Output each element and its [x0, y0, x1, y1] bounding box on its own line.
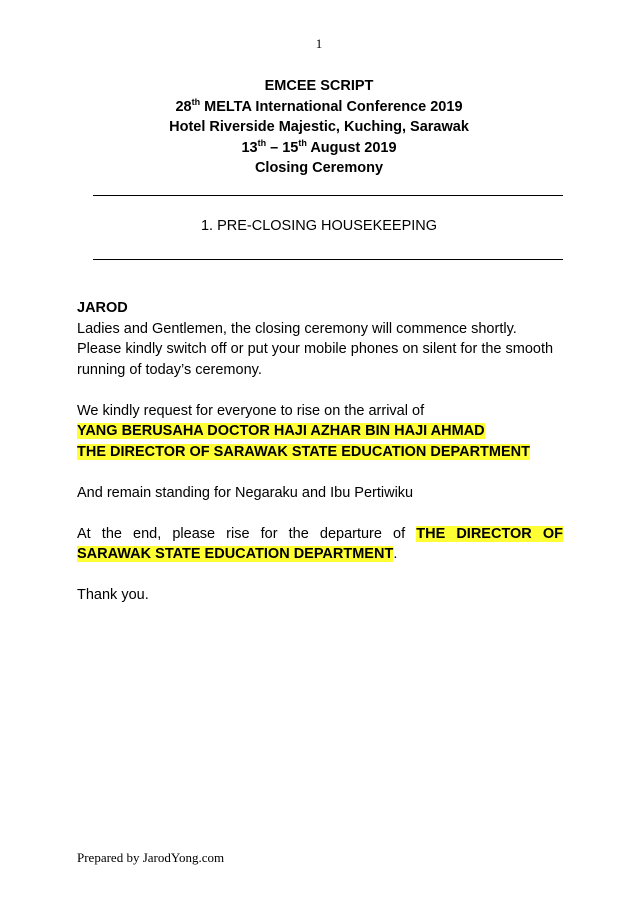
spacer — [77, 380, 563, 401]
ordinal-number: 28 — [175, 98, 192, 115]
spacer — [77, 462, 563, 483]
divider-bottom — [93, 259, 563, 260]
closing-thanks: Thank you. — [77, 587, 149, 603]
script-body — [77, 298, 563, 606]
paragraph-rise-request: We kindly request for everyone to rise on the arrival of — [77, 402, 425, 419]
date-start-number: 13 — [241, 139, 258, 156]
vip-title-line — [77, 442, 563, 463]
title-line-ceremony: Closing Ceremony — [254, 160, 384, 176]
section-heading: 1. PRE-CLOSING HOUSEKEEPING — [200, 218, 438, 234]
footer-credit: Prepared by JarodYong.com — [77, 850, 225, 865]
paragraph-departure — [77, 524, 563, 565]
page-number: 1 — [315, 36, 323, 51]
date-end-suffix: th — [298, 137, 307, 148]
date-range-separator: – 15 — [266, 139, 299, 156]
departure-highlight: THE DIRECTOR OF SARAWAK STATE EDUCATION DEPARTMENT — [77, 525, 564, 562]
title-line-emcee-script: EMCEE SCRIPT — [264, 78, 374, 94]
date-start-suffix: th — [257, 137, 267, 148]
date-month-year: August 2019 — [306, 139, 397, 156]
paragraph-anthem: And remain standing for Negaraku and Ibu Pertiwiku — [77, 484, 414, 501]
title-line-dates — [0, 138, 638, 159]
ordinal-suffix: th — [191, 96, 201, 107]
spacer — [77, 565, 563, 586]
speaker-name: JAROD — [77, 300, 128, 316]
departure-end-text: . — [393, 546, 398, 562]
paragraph-phones: Please kindly switch off or put your mobile phones on silent for the smooth running of today’s ceremony. — [77, 341, 554, 378]
divider-top — [93, 195, 563, 196]
vip-name-highlight: YANG BERUSAHA DOCTOR HAJI AZHAR BIN HAJI AHMAD — [77, 423, 485, 439]
departure-lead-text: At the end, please rise for the departure of — [77, 525, 417, 542]
vip-name-line — [77, 421, 563, 442]
title-block — [0, 76, 638, 179]
vip-title-highlight: THE DIRECTOR OF SARAWAK STATE EDUCATION DEPARTMENT — [77, 443, 530, 460]
spacer — [77, 503, 563, 524]
title-line-venue: Hotel Riverside Majestic, Kuching, Sarawak — [169, 119, 469, 135]
paragraph-commence: Ladies and Gentlemen, the closing ceremony will commence shortly. — [77, 320, 517, 337]
conference-name: MELTA International Conference 2019 — [200, 98, 463, 115]
title-line-conference — [0, 97, 638, 118]
